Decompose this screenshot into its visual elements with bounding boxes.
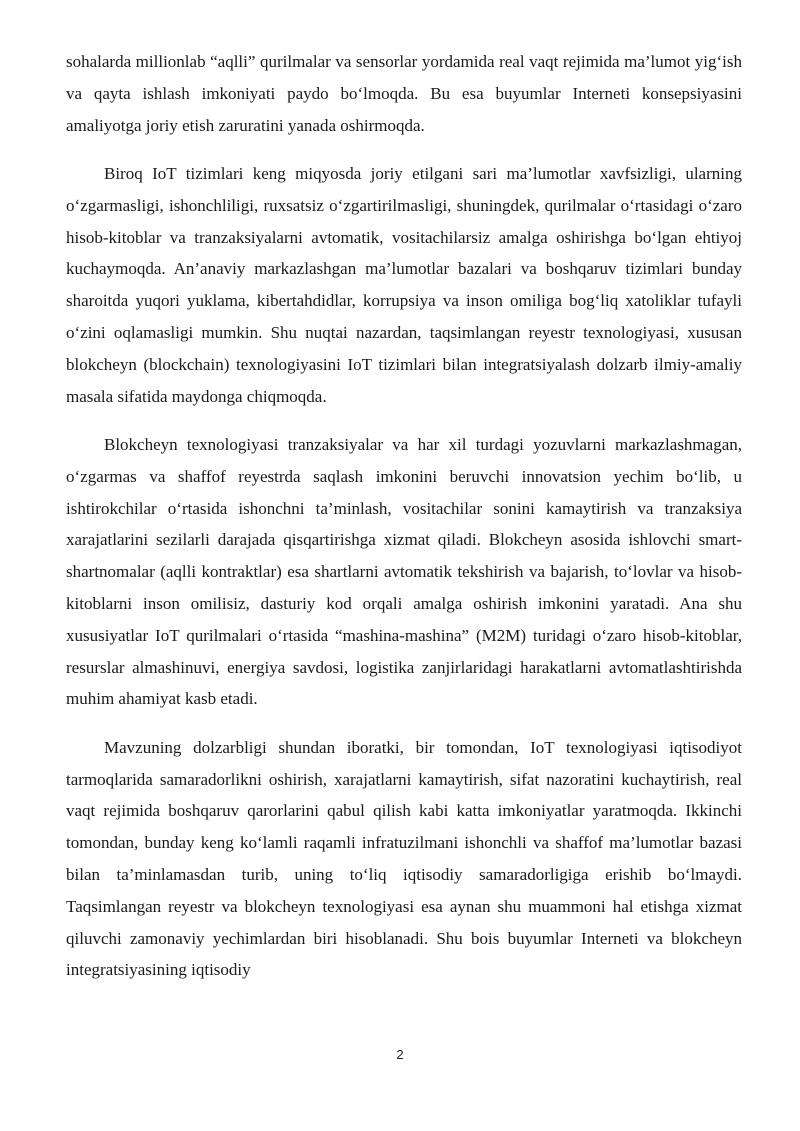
paragraph-blockchain-technology: Blokcheyn texnologiyasi tranzaksiyalar va har xil turdagi yozuvlarni markazlashmagan, o‘zgarmas va shaffof reyestrda saqlash imkonini beruvchi innovatsion yechim bo‘lib, u ishtirokchilar o‘rtasida ishonchni ta’minlash, vositachilar sonini kamaytirish va tranzaksiya xarajatlarini sezilarli darajada qisqartirishga xizmat qiladi. Blokcheyn asosida ishlovchi smart-shartnomalar (aqlli kontraktlar) esa shartlarni avtomatik tekshirish va bajarish, to‘lovlar va hisob-kitoblarni inson omilisiz, dasturiy kod orqali amalga oshirish imkonini yaratadi. Ana shu xususiyatlar IoT qurilmalari o‘rtasida “mashina-mashina” (M2M) turidagi o‘zaro hisob-kitoblar, resurslar almashinuvi, energiya savdosi, logistika zanjirlaridagi harakatlarni avtomatlashtirishda muhim ahamiyat kasb etadi. [66,434,742,709]
document-body [66,46,742,1003]
paragraph-iot-security: Biroq IoT tizimlari keng miqyosda joriy etilgani sari ma’lumotlar xavfsizligi, ularning o‘zgarmasligi, ishonchliligi, ruxsatsiz o‘zgartirilmasligi, shuningdek, qurilmalar o‘rtasidagi o‘zaro hisob-kitoblar va tranzaksiyalarni avtomatik, vositachilarsiz amalga oshirishga bo‘lgan ehtiyoj kuchaymoqda. An’anaviy markazlashgan ma’lumotlar bazalari va boshqaruv tizimlari bunday sharoitda yuqori yuklama, kibertahdidlar, korrupsiya va inson omiliga bog‘liq xatoliklar tufayli o‘zini oqlamasligi mumkin. Shu nuqtai nazardan, taqsimlangan reyestr texnologiyasi, xususan blokcheyn (blockchain) texnologiyasini IoT tizimlari bilan integratsiyalash dolzarb ilmiy-amaliy masala sifatida maydonga chiqmoqda. [66,163,742,406]
paragraph-topic-relevance: Mavzuning dolzarbligi shundan iboratki, bir tomondan, IoT texnologiyasi iqtisodiyot tarmoqlarida samaradorlikni oshirish, xarajatlarni kamaytirish, sifat nazoratini kuchaytirish, real vaqt rejimida boshqaruv qarorlarini qabul qilish kabi katta imkoniyatlar yaratmoqda. Ikkinchi tomondan, bunday keng ko‘lamli raqamli infratuzilmani ishonchli va shaffof ma’lumotlar bazasi bilan ta’minlamasdan turib, uning to‘liq iqtisodiy samaradorligiga erishib bo‘lmaydi. Taqsimlangan reyestr va blokcheyn texnologiyasi esa aynan shu muammoni hal etishga xizmat qiluvchi zamonaviy yechimlardan biri hisoblanadi. Shu bois buyumlar Interneti va blokcheyn integratsiyasining iqtisodiy [66,737,742,980]
paragraph-continuation: sohalarda millionlab “aqlli” qurilmalar va sensorlar yordamida real vaqt rejimida ma’lumot yig‘ish va qayta ishlash imkoniyati paydo bo‘lmoqda. Bu esa buyumlar Interneti konsepsiyasini amaliyotga joriy etish zaruratini yanada oshirmoqda. [66,52,742,135]
page-number: 2 [396,1047,404,1062]
